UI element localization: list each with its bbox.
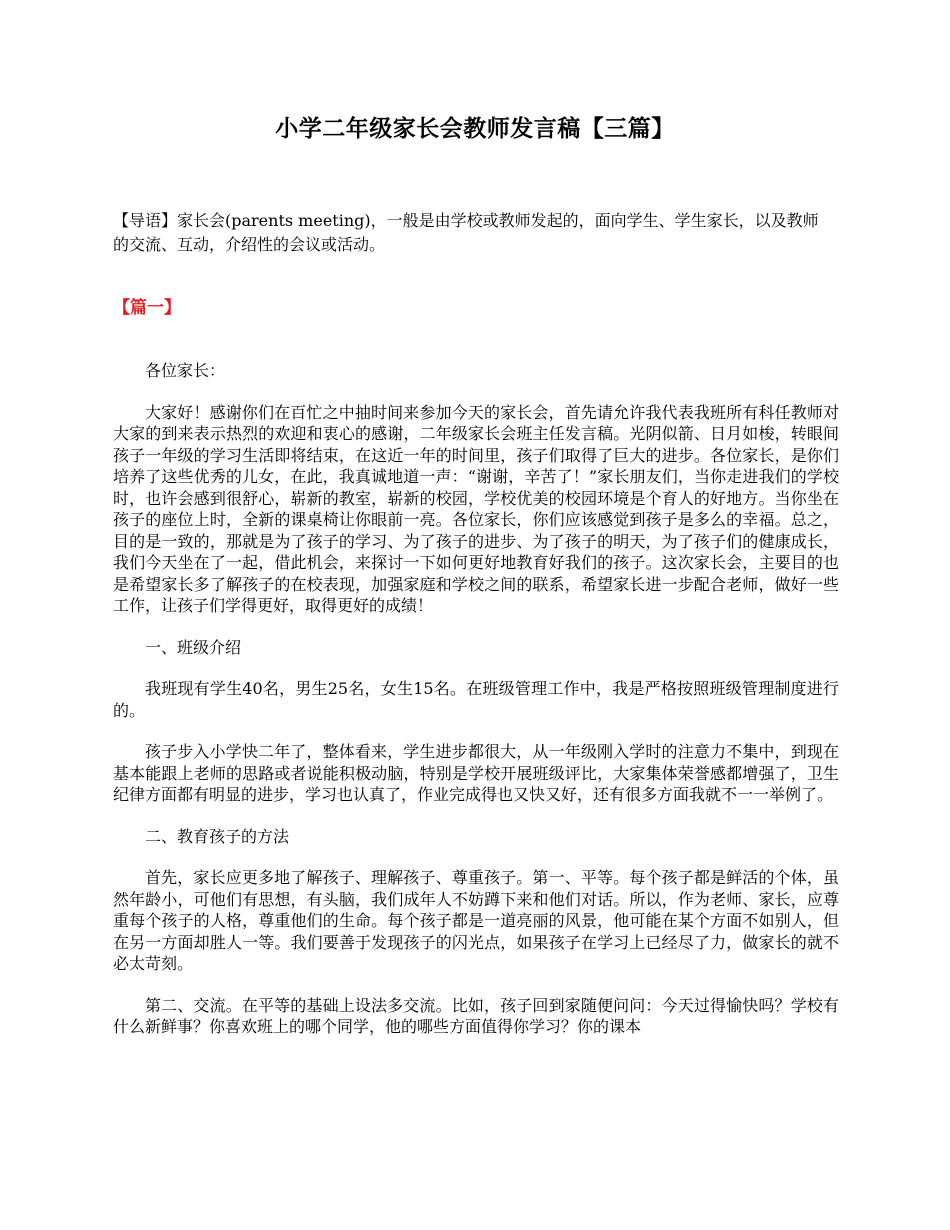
body-paragraph: 第二、交流。在平等的基础上设法多交流。比如，孩子回到家随便问问：今天过得愉快吗？学校有什么新鲜事？你喜欢班上的哪个同学，他的哪些方面值得你学习？你的课本 (113, 995, 839, 1036)
body-paragraph: 孩子步入小学快二年了，整体看来，学生进步都很大，从一年级刚入学时的注意力不集中，到现在基本能跟上老师的思路或者说能积极动脑，特别是学校开展班级评比，大家集体荣誉感都增强了，卫生纪律方面都有明显的进步，学习也认真了，作业完成得也又快又好，还有很多方面我就不一一举例了。 (113, 742, 839, 804)
subheading-class-intro: 一、班级介绍 (145, 637, 242, 657)
document-body (113, 360, 839, 1058)
intro-paragraph: 【导语】家长会(parents meeting)，一般是由学校或教师发起的，面向学生、学生家长，以及教师的交流、互动，介绍性的会议或活动。 (113, 211, 819, 254)
document-title: 小学二年级家长会教师发言稿【三篇】 (275, 115, 675, 142)
body-paragraph: 首先，家长应更多地了解孩子、理解孩子、尊重孩子。第一、平等。每个孩子都是鲜活的个体，虽然年龄小，可他们有思想，有头脑，我们成年人不妨蹲下来和他们对话。所以，作为老师、家长，应尊重每个孩子的人格，尊重他们的生命。每个孩子都是一道亮丽的风景，他可能在某个方面不如别人，但在另一方面却胜人一等。我们要善于发现孩子的闪光点，如果孩子在学习上已经尽了力，做家长的就不必太苛刻。 (113, 868, 839, 973)
subheading-education-methods: 二、教育孩子的方法 (145, 826, 290, 846)
body-paragraph: 我班现有学生40名，男生25名，女生15名。在班级管理工作中，我是严格按照班级管理制度进行的。 (113, 679, 839, 720)
section-heading: 【篇一】 (113, 298, 181, 318)
greeting-paragraph: 各位家长： (145, 361, 226, 380)
body-paragraph: 大家好！感谢你们在百忙之中抽时间来参加今天的家长会，首先请允许我代表我班所有科任教师对大家的到来表示热烈的欢迎和衷心的感谢，二年级家长会班主任发言稿。光阴似箭、日月如梭，转眼间孩子一年级的学习生活即将结束，在这近一年的时间里，孩子们取得了巨大的进步。各位家长，是你们培养了这些优秀的儿女，在此，我真诚地道一声：“谢谢，辛苦了！”家长朋友们，当你走进我们的学校时，也许会感到很舒心，崭新的教室，崭新的校园，学校优美的校园环境是个育人的好地方。当你坐在孩子的座位上时，全新的课桌椅让你眼前一亮。各位家长，你们应该感觉到孩子是多么的幸福。总之，目的是一致的，那就是为了孩子的学习、为了孩子的进步、为了孩子的明天，为了孩子们的健康成长，我们今天坐在了一起，借此机会，来探讨一下如何更好地教育好我们的孩子。这次家长会，主要目的也是希望家长多了解孩子的在校表现，加强家庭和学校之间的联系，希望家长进一步配合老师，做好一些工作，让孩子们学得更好，取得更好的成绩！ (113, 402, 839, 615)
